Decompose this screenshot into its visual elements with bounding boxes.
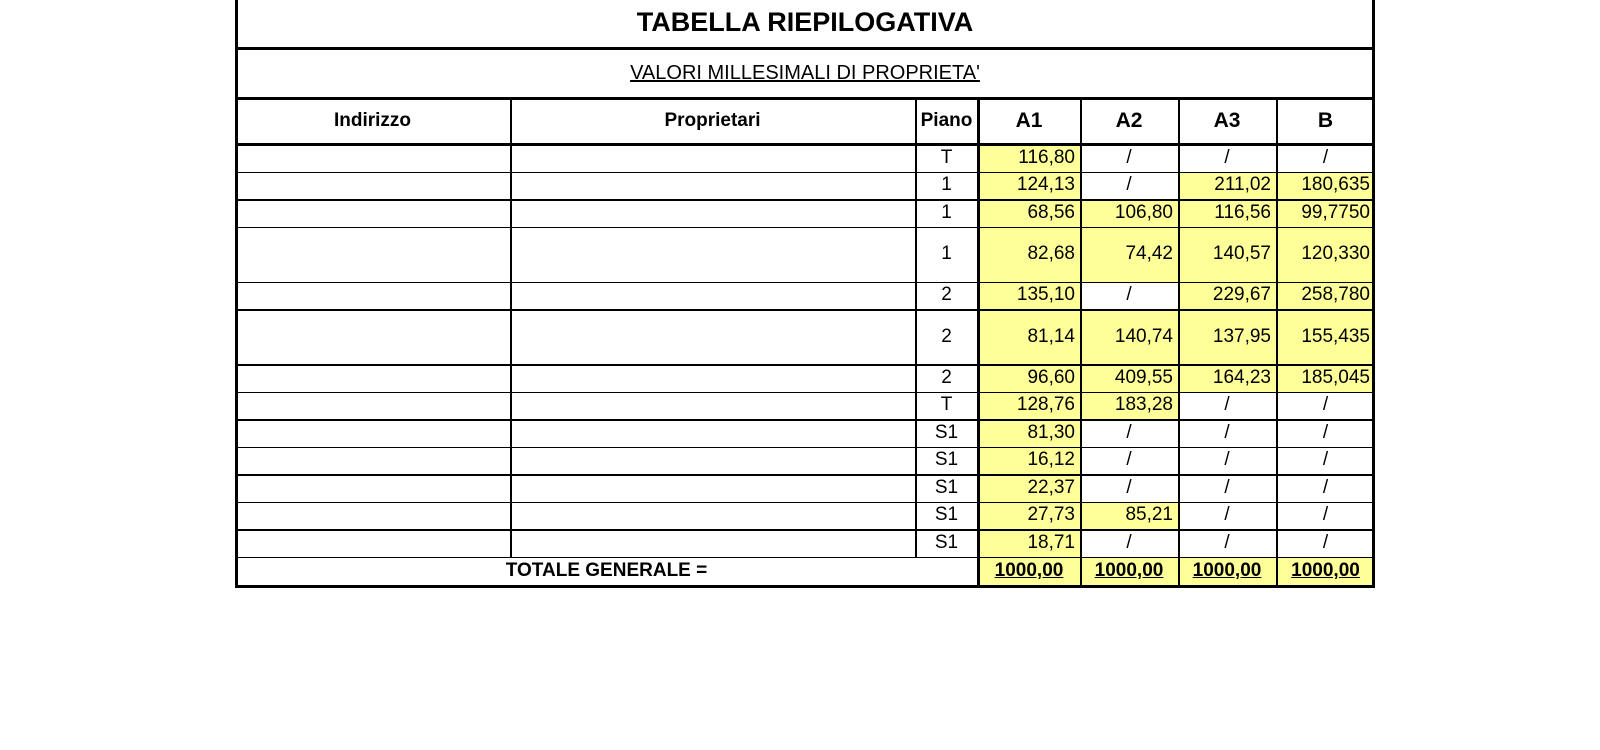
cell-indirizzo — [235, 364, 510, 392]
cell-a3: / — [1224, 449, 1230, 471]
cell-b: / — [1322, 394, 1329, 416]
table-title: TABELLA RIEPILOGATIVA — [636, 6, 974, 37]
cell-a1: 81,30 — [978, 419, 1080, 447]
cell-b: 258,780 — [1276, 282, 1375, 310]
rule-col — [1276, 98, 1278, 586]
cell-piano: 2 — [941, 325, 952, 347]
header-a2: A2 — [1115, 109, 1143, 132]
cell-b: / — [1322, 531, 1329, 553]
cell-a3: 116,56 — [1178, 199, 1276, 227]
cell-b: / — [1322, 421, 1329, 443]
cell-a2: 140,74 — [1080, 309, 1178, 364]
header-piano: Piano — [920, 110, 973, 131]
rule-row — [235, 419, 1375, 421]
cell-indirizzo — [235, 227, 510, 282]
rule-col — [977, 98, 980, 586]
cell-a3: / — [1224, 146, 1230, 168]
border-bottom — [235, 585, 1375, 588]
cell-piano: S1 — [934, 476, 959, 498]
rule-col — [510, 98, 512, 557]
cell-a2: / — [1126, 284, 1132, 306]
cell-proprietari — [510, 227, 915, 282]
rule-subtitle — [235, 97, 1375, 100]
cell-proprietari — [510, 419, 915, 447]
cell-a1: 82,68 — [978, 227, 1080, 282]
cell-a2: / — [1126, 531, 1132, 553]
cell-indirizzo — [235, 447, 510, 475]
cell-a3: 137,95 — [1178, 309, 1276, 364]
rule-row — [235, 309, 1375, 311]
cell-proprietari — [510, 172, 915, 200]
cell-piano: 1 — [941, 201, 952, 223]
cell-a3: / — [1224, 531, 1230, 553]
header-b: B — [1317, 109, 1334, 132]
cell-a3: / — [1224, 476, 1230, 498]
cell-b: / — [1322, 449, 1329, 471]
cell-piano: S1 — [934, 449, 959, 471]
cell-proprietari — [510, 502, 915, 530]
header-indirizzo: Indirizzo — [333, 110, 412, 131]
cell-b: 180,635 — [1276, 172, 1375, 200]
cell-proprietari — [510, 529, 915, 557]
totals-label: TOTALE GENERALE = — [505, 560, 708, 581]
cell-indirizzo — [235, 529, 510, 557]
border-left — [235, 0, 238, 588]
cell-piano: T — [940, 146, 953, 168]
cell-a2: / — [1126, 449, 1132, 471]
cell-a2: / — [1126, 174, 1132, 196]
cell-indirizzo — [235, 474, 510, 502]
rule-row — [235, 392, 1375, 394]
cell-a3: / — [1224, 421, 1230, 443]
cell-a2: 74,42 — [1080, 227, 1178, 282]
cell-proprietari — [510, 392, 915, 420]
cell-proprietari — [510, 144, 915, 172]
cell-piano: 2 — [941, 366, 952, 388]
cell-b: 185,045 — [1276, 364, 1375, 392]
cell-indirizzo — [235, 144, 510, 172]
cell-a3: / — [1224, 394, 1230, 416]
cell-a1: 135,10 — [978, 282, 1080, 310]
summary-table — [235, 0, 1377, 590]
cell-proprietari — [510, 474, 915, 502]
rule-row — [235, 557, 1375, 559]
cell-a3: 140,57 — [1178, 227, 1276, 282]
cell-piano: 2 — [941, 284, 952, 306]
rule-row — [235, 474, 1375, 476]
rule-row — [235, 172, 1375, 174]
rule-header — [235, 143, 1375, 146]
cell-proprietari — [510, 282, 915, 310]
cell-indirizzo — [235, 392, 510, 420]
rule-title — [235, 47, 1375, 50]
cell-indirizzo — [235, 282, 510, 310]
cell-a1: 124,13 — [978, 172, 1080, 200]
cell-a1: 81,14 — [978, 309, 1080, 364]
cell-a1: 18,71 — [978, 529, 1080, 557]
cell-a2: 106,80 — [1080, 199, 1178, 227]
cell-proprietari — [510, 364, 915, 392]
rule-row — [235, 282, 1375, 284]
cell-piano: T — [940, 394, 953, 416]
total-a1: 1000,00 — [978, 557, 1080, 586]
cell-a2: 409,55 — [1080, 364, 1178, 392]
cell-a2: 183,28 — [1080, 392, 1178, 420]
cell-indirizzo — [235, 172, 510, 200]
cell-indirizzo — [235, 419, 510, 447]
cell-a1: 22,37 — [978, 474, 1080, 502]
border-right — [1372, 0, 1375, 588]
rule-row — [235, 227, 1375, 229]
cell-a1: 16,12 — [978, 447, 1080, 475]
rule-col — [1178, 98, 1180, 586]
cell-proprietari — [510, 199, 915, 227]
cell-proprietari — [510, 447, 915, 475]
header-a3: A3 — [1213, 109, 1241, 132]
total-a2: 1000,00 — [1080, 557, 1178, 586]
total-a3: 1000,00 — [1178, 557, 1276, 586]
rule-col — [1080, 98, 1082, 586]
rule-col — [915, 98, 917, 557]
cell-a2: / — [1126, 146, 1132, 168]
cell-b: / — [1322, 146, 1329, 168]
cell-a3: 164,23 — [1178, 364, 1276, 392]
cell-piano: 1 — [941, 243, 952, 264]
cell-b: 120,330 — [1276, 227, 1375, 282]
cell-indirizzo — [235, 199, 510, 227]
rule-row — [235, 199, 1375, 201]
table-subtitle: VALORI MILLESIMALI DI PROPRIETA' — [630, 61, 980, 84]
total-b: 1000,00 — [1276, 557, 1375, 586]
cell-proprietari — [510, 309, 915, 364]
cell-a2: 85,21 — [1080, 502, 1178, 530]
rule-row — [235, 364, 1375, 366]
cell-a2: / — [1126, 476, 1132, 498]
cell-a3: / — [1224, 504, 1230, 526]
cell-a1: 96,60 — [978, 364, 1080, 392]
header-a1: A1 — [1015, 109, 1043, 132]
cell-a1: 116,80 — [978, 144, 1080, 172]
cell-b: / — [1322, 476, 1329, 498]
rule-row — [235, 529, 1375, 531]
cell-a1: 68,56 — [978, 199, 1080, 227]
cell-indirizzo — [235, 502, 510, 530]
cell-piano: S1 — [934, 504, 959, 526]
rule-row — [235, 447, 1375, 449]
rule-row — [235, 502, 1375, 504]
cell-b: / — [1322, 504, 1329, 526]
cell-a1: 128,76 — [978, 392, 1080, 420]
cell-a3: 211,02 — [1178, 172, 1276, 200]
cell-b: 155,435 — [1276, 309, 1375, 364]
cell-b: 99,7750 — [1276, 199, 1375, 227]
cell-a2: / — [1126, 421, 1132, 443]
cell-piano: S1 — [934, 531, 959, 553]
cell-piano: S1 — [934, 421, 959, 443]
cell-indirizzo — [235, 309, 510, 364]
cell-a1: 27,73 — [978, 502, 1080, 530]
cell-a3: 229,67 — [1178, 282, 1276, 310]
header-proprietari: Proprietari — [664, 110, 761, 131]
cell-piano: 1 — [941, 174, 952, 196]
